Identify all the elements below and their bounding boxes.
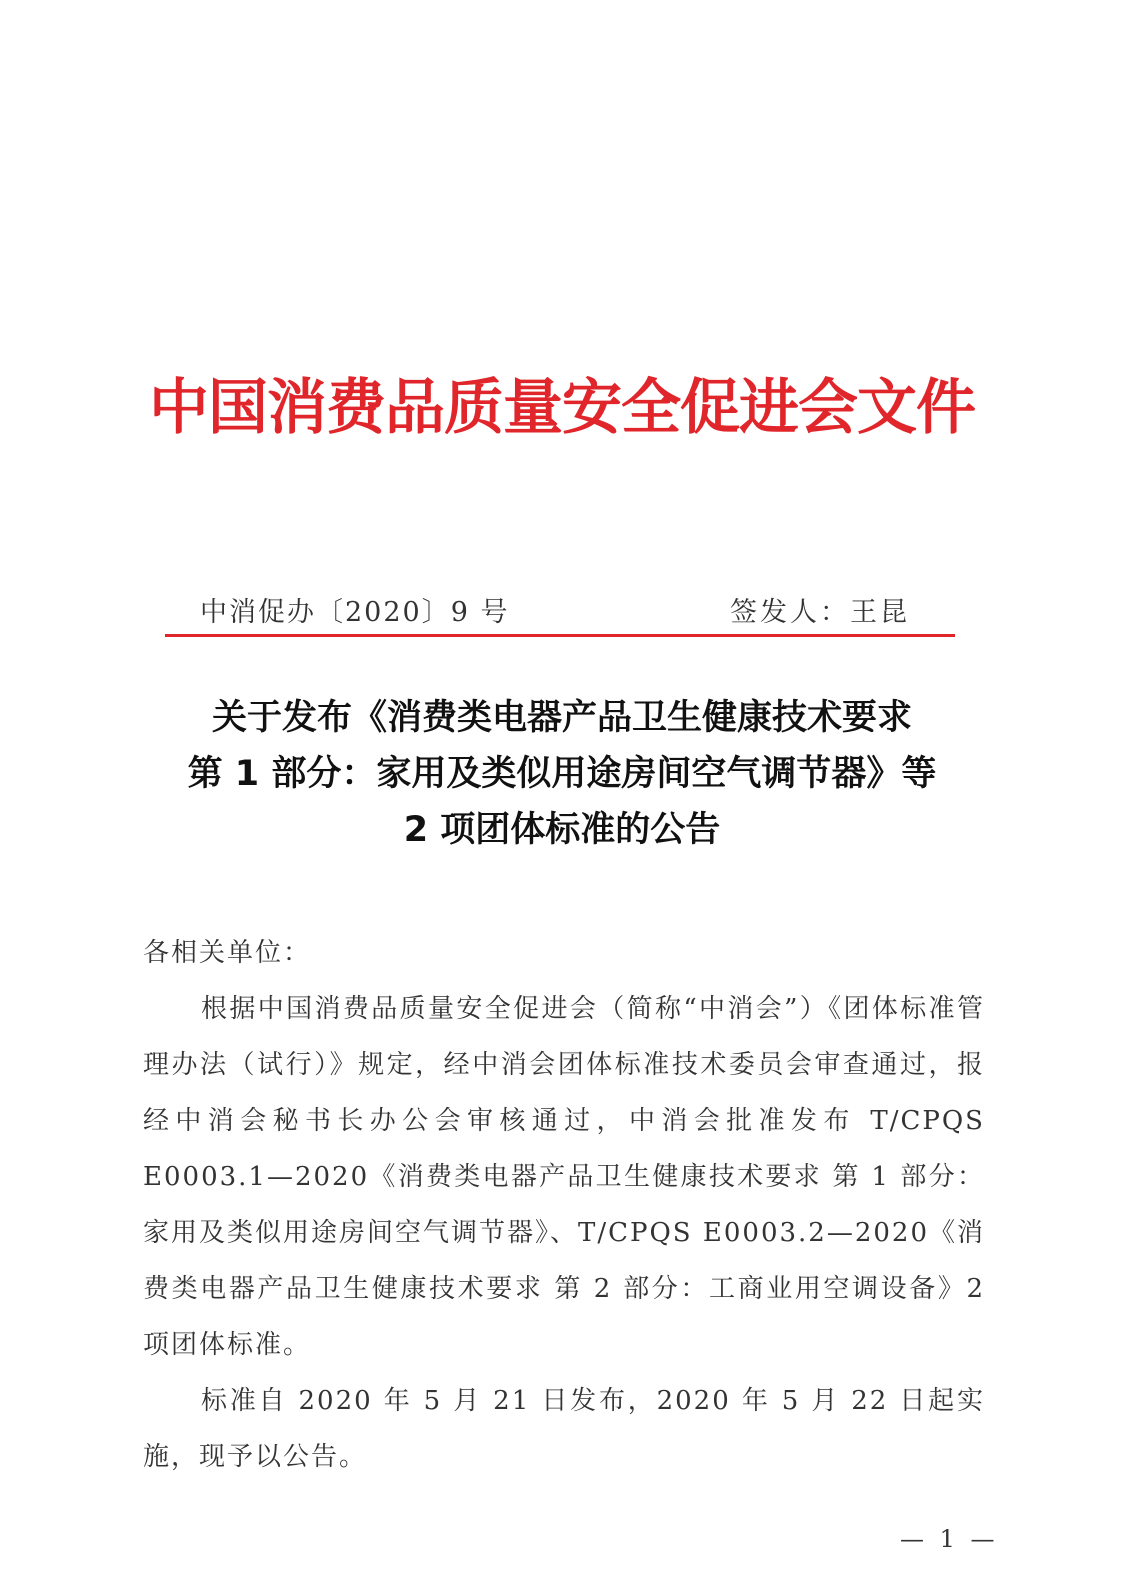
masthead-title: 中国消费品质量安全促进会文件 xyxy=(149,373,975,443)
title-line-1: 关于发布《消费类电器产品卫生健康技术要求 xyxy=(211,698,912,738)
body-paragraph-1: 根据中国消费品质量安全促进会（简称“中消会”）《团体标准管理办法（试行）》规定，经中消会团体标准技术委员会审查通过，报经中消会秘书长办公会审核通过，中消会批准发布 T/CPQS E0003.1—2020《消费类电器产品卫生健康技术要求 第 1 部分：家用及类似用途房间空气调节器》、T/CPQS E0003.2—2020《消费类电器产品卫生健康技术要求 第 2 部分：工商业用空调设备》2 项团体标准。 xyxy=(143,994,986,1360)
salutation: 各相关单位： xyxy=(143,938,312,968)
title-line-3: 2 项团体标准的公告 xyxy=(403,810,721,850)
body-paragraph-2: 标准自 2020 年 5 月 21 日发布，2020 年 5 月 22 日起实施，现予以公告。 xyxy=(143,1386,985,1472)
document-info-line xyxy=(200,590,910,630)
red-divider xyxy=(165,634,955,637)
page-number: — 1 — xyxy=(900,1525,999,1553)
announcement-title xyxy=(130,690,994,858)
title-line-2: 第 1 部分：家用及类似用途房间空气调节器》等 xyxy=(187,754,937,794)
document-number: 中消促办〔2020〕9 号 xyxy=(200,597,510,628)
document-body xyxy=(143,925,985,1485)
signer: 签发人：王昆 xyxy=(730,597,910,628)
